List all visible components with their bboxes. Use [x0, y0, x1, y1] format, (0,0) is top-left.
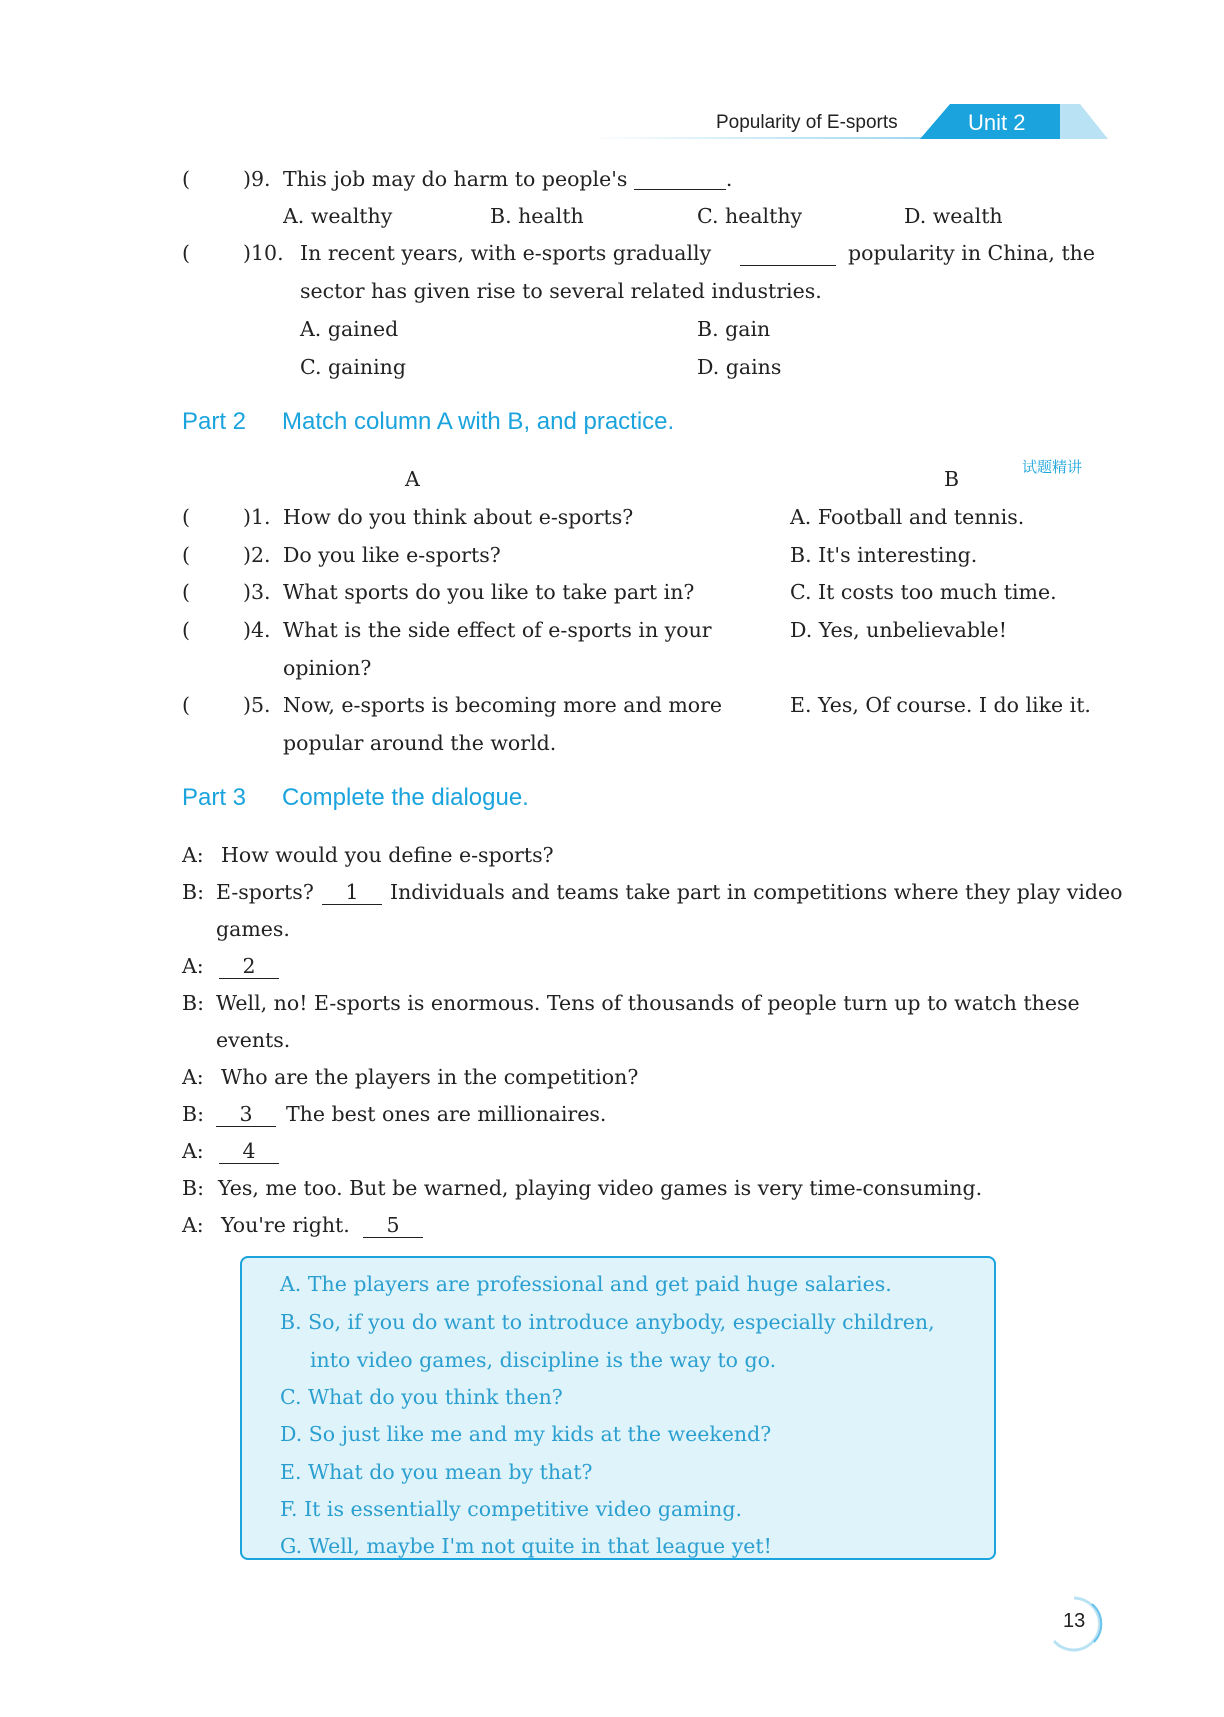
answer-blank[interactable]: [740, 241, 836, 266]
column-b-header: B: [944, 467, 960, 491]
item-text-cont: popular around the world.: [283, 731, 557, 755]
answer-paren: (: [182, 693, 190, 717]
part3-heading: [182, 784, 529, 812]
dialogue-blank[interactable]: 2: [219, 954, 279, 979]
item-text: How do you think about e-sports?: [283, 505, 634, 529]
answer-paren: (: [182, 543, 190, 567]
part-title: Complete the dialogue.: [282, 784, 529, 811]
answer-paren: (: [182, 580, 190, 604]
question-stem: This job may do harm to people's .: [283, 167, 733, 191]
dialogue-speaker: A:: [182, 1065, 204, 1089]
item-text-cont: opinion?: [283, 656, 372, 680]
dialogue-speaker: B:: [182, 880, 204, 904]
option-c: C. gaining: [300, 355, 406, 379]
option-b: B. health: [490, 204, 584, 228]
dialogue-text: Who are the players in the competition?: [221, 1065, 639, 1089]
match-option-e: E. Yes, Of course. I do like it.: [790, 693, 1091, 717]
dialogue-text-cont: games.: [216, 917, 290, 941]
dialogue-blank[interactable]: 4: [219, 1139, 279, 1164]
dialogue-speaker: A:: [182, 843, 204, 867]
dialogue-option-g: G. Well, maybe I'm not quite in that league yet!: [280, 1534, 772, 1558]
item-number: )5.: [243, 693, 271, 717]
dialogue-speaker: A:: [182, 1139, 204, 1163]
page-number: 13: [1063, 1610, 1086, 1632]
option-c: C. healthy: [697, 204, 803, 228]
item-number: )1.: [243, 505, 271, 529]
match-option-b: B. It's interesting.: [790, 543, 978, 567]
dialogue-speaker: A:: [182, 954, 204, 978]
item-number: )3.: [243, 580, 271, 604]
item-text: Do you like e-sports?: [283, 543, 501, 567]
item-text: What sports do you like to take part in?: [283, 580, 695, 604]
dialogue-options-box: [240, 1256, 996, 1560]
dialogue-text: You're right.: [221, 1213, 350, 1237]
dialogue-option-b: B. So, if you do want to introduce anybody, especially children,: [280, 1310, 935, 1334]
dialogue-text: The best ones are millionaires.: [286, 1102, 607, 1126]
match-option-c: C. It costs too much time.: [790, 580, 1057, 604]
dialogue-text-cont: events.: [216, 1028, 291, 1052]
option-d: D. wealth: [904, 204, 1003, 228]
question-number: )10.: [243, 241, 284, 265]
option-b: B. gain: [697, 317, 771, 341]
part2-heading: [182, 408, 674, 436]
dialogue-speaker: B:: [182, 1176, 204, 1200]
dialogue-option-f: F. It is essentially competitive video gaming.: [280, 1497, 743, 1521]
question-number: )9.: [243, 167, 271, 191]
part-label: Part 2: [182, 408, 247, 435]
answer-blank[interactable]: [634, 167, 726, 190]
answer-paren: (: [182, 618, 190, 642]
dialogue-speaker: B:: [182, 1102, 204, 1126]
option-a: A. gained: [300, 317, 399, 341]
part-label: Part 3: [182, 784, 247, 811]
dialogue-text: Yes, me too. But be warned, playing video games is very time-consuming.: [218, 1176, 983, 1200]
answer-paren: (: [182, 167, 190, 191]
dialogue-option-c: C. What do you think then?: [280, 1385, 563, 1409]
match-option-a: A. Football and tennis.: [790, 505, 1025, 529]
match-option-d: D. Yes, unbelievable!: [790, 618, 1007, 642]
unit-label: Unit 2: [968, 110, 1026, 135]
option-a: A. wealthy: [283, 204, 393, 228]
dialogue-text: Individuals and teams take part in competitions where they play video: [390, 880, 1123, 904]
item-number: )4.: [243, 618, 271, 642]
option-d: D. gains: [697, 355, 782, 379]
part-title: Match column A with B, and practice.: [282, 408, 675, 435]
item-text: What is the side effect of e-sports in your: [283, 618, 712, 642]
dialogue-blank[interactable]: 3: [216, 1102, 276, 1127]
chapter-title: Popularity of E-sports: [716, 112, 898, 133]
answer-paren: (: [182, 505, 190, 529]
dialogue-text: How would you define e-sports?: [221, 843, 554, 867]
dialogue-option-d: D. So just like me and my kids at the weekend?: [280, 1422, 772, 1446]
dialogue-text: Well, no! E-sports is enormous. Tens of thousands of people turn up to watch these: [216, 991, 1080, 1015]
item-number: )2.: [243, 543, 271, 567]
dialogue-blank[interactable]: 1: [322, 880, 382, 905]
answer-paren: (: [182, 241, 190, 265]
item-text: Now, e-sports is becoming more and more: [283, 693, 723, 717]
column-a-header: A: [405, 467, 420, 491]
dialogue-blank[interactable]: 5: [363, 1213, 423, 1238]
dialogue-option-a: A. The players are professional and get paid huge salaries.: [280, 1272, 892, 1296]
dialogue-option-b-cont: into video games, discipline is the way to go.: [310, 1348, 777, 1372]
question-stem-line1-end: popularity in China, the: [848, 241, 1096, 265]
question-stem-line2: sector has given rise to several related industries.: [300, 279, 822, 303]
dialogue-text: E-sports?: [216, 880, 314, 904]
lecture-badge[interactable]: 试题精讲: [1022, 459, 1083, 476]
dialogue-speaker: A:: [182, 1213, 204, 1237]
question-stem-line1: In recent years, with e-sports gradually: [300, 241, 712, 265]
dialogue-speaker: B:: [182, 991, 204, 1015]
dialogue-option-e: E. What do you mean by that?: [280, 1460, 593, 1484]
